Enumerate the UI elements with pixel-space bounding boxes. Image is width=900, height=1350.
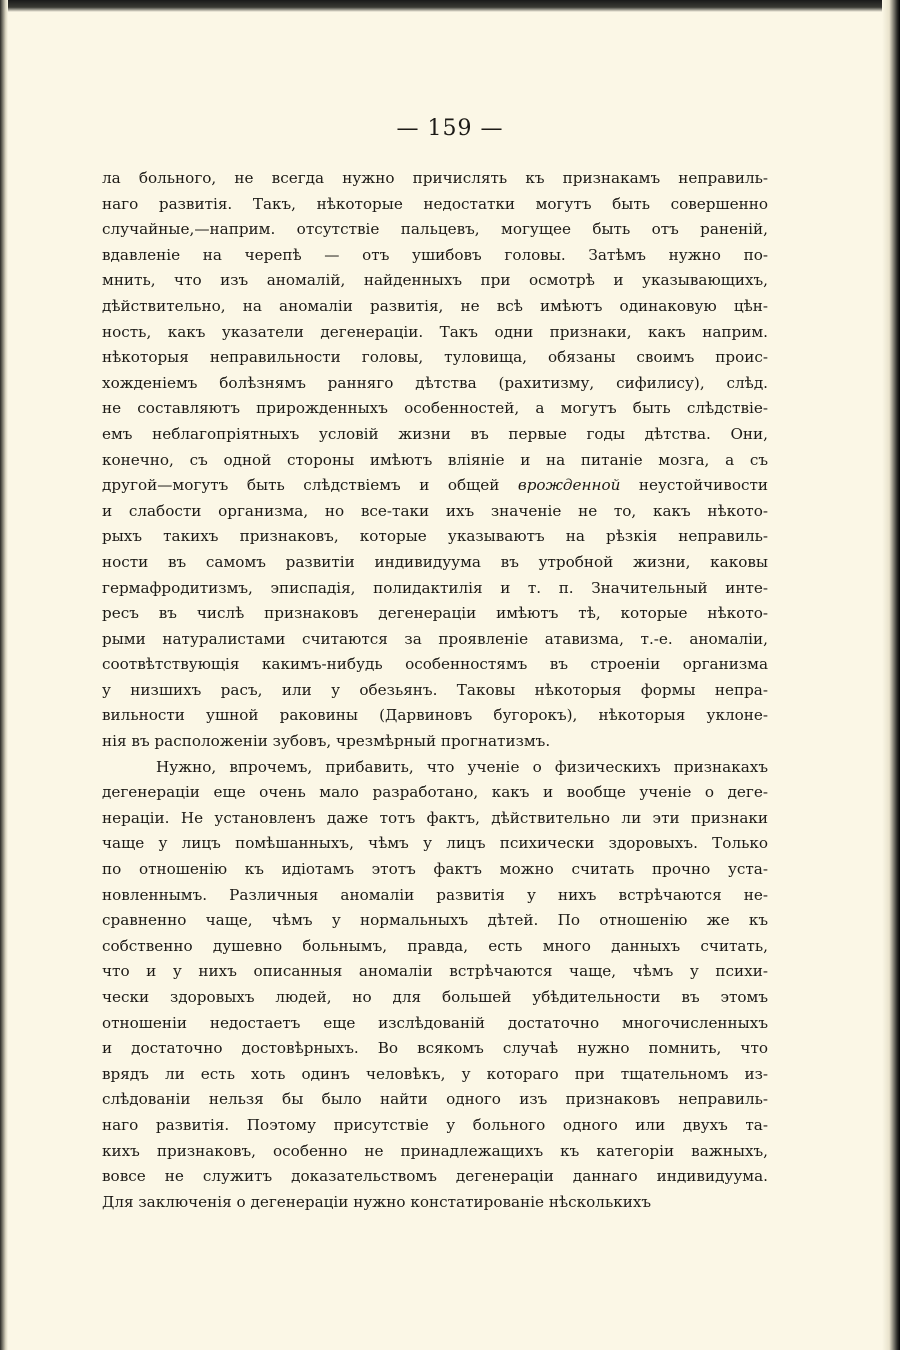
text-line: собственно душевно больнымъ, правда, есть много данныхъ считать, xyxy=(102,936,768,955)
body-text xyxy=(102,166,768,1215)
text-line: и достаточно достовѣрныхъ. Во всякомъ случаѣ нужно помнить, что xyxy=(102,1039,768,1058)
text-line: вдавленіе на черепѣ — отъ ушибовъ головы. Затѣмъ нужно по- xyxy=(102,245,768,264)
text-line: нераціи. Не установленъ даже тотъ фактъ, дѣйствительно ли эти признаки xyxy=(102,808,768,827)
text-line: гермафродитизмъ, эписпадія, полидактилія и т. п. Значительный инте- xyxy=(102,578,768,597)
scan-top-edge xyxy=(0,0,900,12)
text-line: отношеніи недостаетъ еще изслѣдованій достаточно многочисленныхъ xyxy=(102,1013,768,1032)
text-line: чаще у лицъ помѣшанныхъ, чѣмъ у лицъ психически здоровыхъ. Только xyxy=(102,834,768,853)
text-line: дѣйствительно, на аномаліи развитія, не всѣ имѣютъ одинаковую цѣн- xyxy=(102,296,768,315)
text-line: новленнымъ. Различныя аномаліи развитія у нихъ встрѣчаются не- xyxy=(102,885,768,904)
text-line: Для заключенія о дегенераціи нужно констатированіе нѣсколькихъ xyxy=(102,1192,652,1211)
text-line: вовсе не служитъ доказательствомъ дегенераціи даннаго индивидуума. xyxy=(102,1167,768,1186)
text-line: слѣдованіи нельзя бы было найти одного изъ признаковъ неправиль- xyxy=(102,1090,768,1109)
text-line: нія въ расположеніи зубовъ, чрезмѣрный прогнатизмъ. xyxy=(102,732,551,751)
text-line: рыхъ такихъ признаковъ, которые указываютъ на рѣзкія неправиль- xyxy=(102,527,768,546)
italic-emphasis: врожденной xyxy=(517,476,621,495)
scan-left-edge xyxy=(0,0,8,1350)
text-run: другой—могутъ быть слѣдствіемъ и общей xyxy=(102,476,518,495)
text-line: конечно, съ одной стороны имѣютъ вліяніе и на питаніе мозга, а съ xyxy=(102,450,768,469)
text-line: ла больного, не всегда нужно причислять къ признакамъ неправиль- xyxy=(102,169,768,187)
text-line: не составляютъ прирожденныхъ особенностей, а могутъ быть слѣдствіе- xyxy=(102,399,768,418)
text-run: неустойчивости xyxy=(620,476,768,495)
text-line: вильности ушной раковины (Дарвиновъ бугорокъ), нѣкоторыя уклоне- xyxy=(102,706,768,725)
text-line: наго развитія. Поэтому присутствіе у больного одного или двухъ та- xyxy=(102,1115,768,1134)
text-line: нѣкоторыя неправильности головы, туловища, обязаны своимъ проис- xyxy=(102,348,768,367)
scan-right-edge xyxy=(882,0,900,1350)
text-line: мнить, что изъ аномалій, найденныхъ при осмотрѣ и указывающихъ, xyxy=(102,271,768,290)
text-line: по отношенію къ идіотамъ этотъ фактъ можно считать прочно уста- xyxy=(102,860,768,879)
text-line: врядъ ли есть хоть одинъ человѣкъ, у котораго при тщательномъ из- xyxy=(102,1064,768,1083)
text-line: хожденіемъ болѣзнямъ ранняго дѣтства (рахитизму, сифилису), слѣд. xyxy=(102,373,768,392)
text-line: у низшихъ расъ, или у обезьянъ. Таковы нѣкоторыя формы непра- xyxy=(102,680,768,699)
text-line: случайные,—наприм. отсутствіе пальцевъ, могущее быть отъ раненій, xyxy=(102,220,768,239)
text-line: что и у нихъ описанныя аномаліи встрѣчаются чаще, чѣмъ у психи- xyxy=(102,962,768,981)
text-line: ности въ самомъ развитіи индивидуума въ утробной жизни, каковы xyxy=(102,552,768,571)
text-line xyxy=(102,473,768,499)
text-line: наго развитія. Такъ, нѣкоторые недостатки могутъ быть совершенно xyxy=(102,194,768,213)
text-line: емъ неблагопріятныхъ условій жизни въ первые годы дѣтства. Они, xyxy=(102,424,768,443)
text-line: ность, какъ указатели дегенераціи. Такъ одни признаки, какъ наприм. xyxy=(102,322,768,341)
text-line: соотвѣтствующія какимъ-нибудь особенностямъ въ строеніи организма xyxy=(102,655,768,674)
text-line: ресъ въ числѣ признаковъ дегенераціи имѣютъ тѣ, которые нѣкото- xyxy=(102,604,768,623)
page-number: — 159 — xyxy=(396,116,504,141)
text-line: рыми натуралистами считаются за проявленіе атавизма, т.-е. аномаліи, xyxy=(102,629,768,648)
text-line: сравненно чаще, чѣмъ у нормальныхъ дѣтей. По отношенію же къ xyxy=(102,911,768,930)
text-line: кихъ признаковъ, особенно не принадлежащихъ къ категоріи важныхъ, xyxy=(102,1141,768,1160)
text-line: дегенераціи еще очень мало разработано, какъ и вообще ученіе о деге- xyxy=(102,783,768,802)
text-line: Нужно, впрочемъ, прибавить, что ученіе о физическихъ признакахъ xyxy=(156,757,768,776)
text-line: и слабости организма, но все-таки ихъ значеніе не то, какъ нѣкото- xyxy=(102,501,768,520)
text-line: чески здоровыхъ людей, но для большей убѣдительности въ этомъ xyxy=(102,988,768,1006)
